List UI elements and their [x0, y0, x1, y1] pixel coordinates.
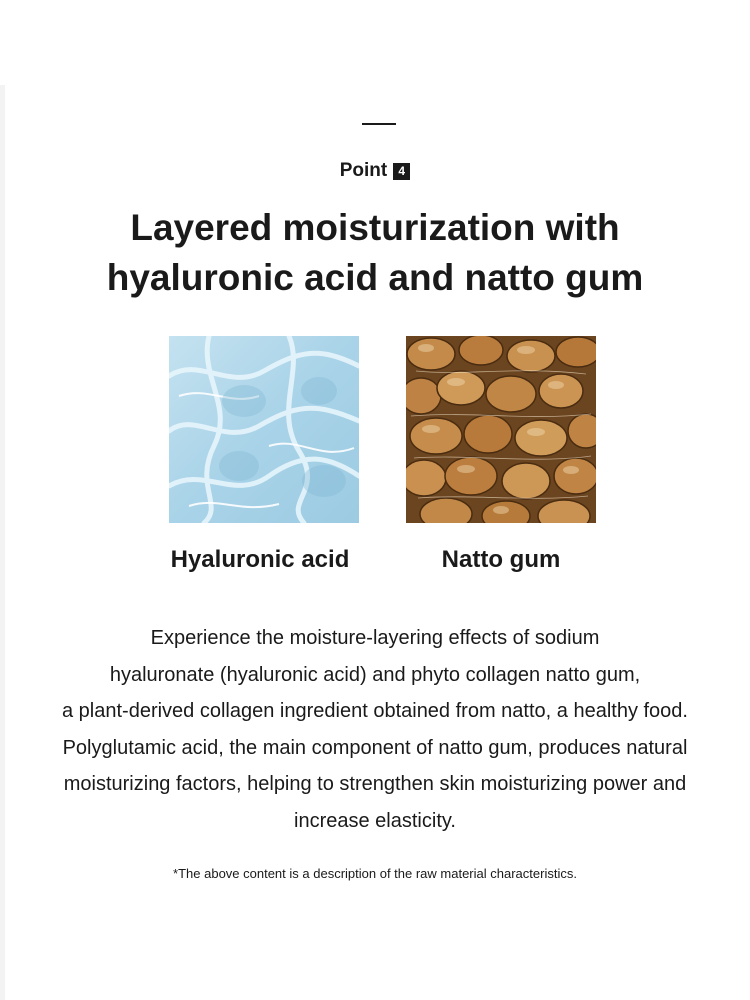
description-line: a plant-derived collagen ingredient obtained from natto, a healthy food.: [62, 700, 688, 722]
section-divider: [362, 123, 396, 125]
natto-gum-image: [406, 336, 596, 523]
natto-gum-caption: Natto gum: [441, 546, 561, 573]
description-line: Experience the moisture-layering effects of sodium: [150, 627, 600, 649]
point-heading: [0, 160, 750, 182]
point-number-badge: 4: [393, 163, 410, 180]
description-paragraph: [0, 620, 750, 839]
title-line-1: Layered moisturization with: [130, 207, 620, 248]
description-line: Polyglutamic acid, the main component of natto gum, produces natural: [62, 736, 688, 759]
description-line: moisturizing factors, helping to strengthen skin moisturizing power and: [63, 773, 687, 795]
description-line: increase elasticity.: [294, 809, 456, 832]
title-line-2: hyaluronic acid and natto gum: [106, 257, 644, 298]
hyaluronic-acid-image: [169, 336, 359, 523]
description-line: hyaluronate (hyaluronic acid) and phyto collagen natto gum,: [109, 663, 641, 686]
hyaluronic-acid-caption: Hyaluronic acid: [170, 546, 350, 573]
point-label-text: Point: [339, 160, 388, 181]
page-title: [0, 203, 750, 303]
disclaimer-footnote: *The above content is a description of the raw material characteristics.: [173, 866, 577, 881]
